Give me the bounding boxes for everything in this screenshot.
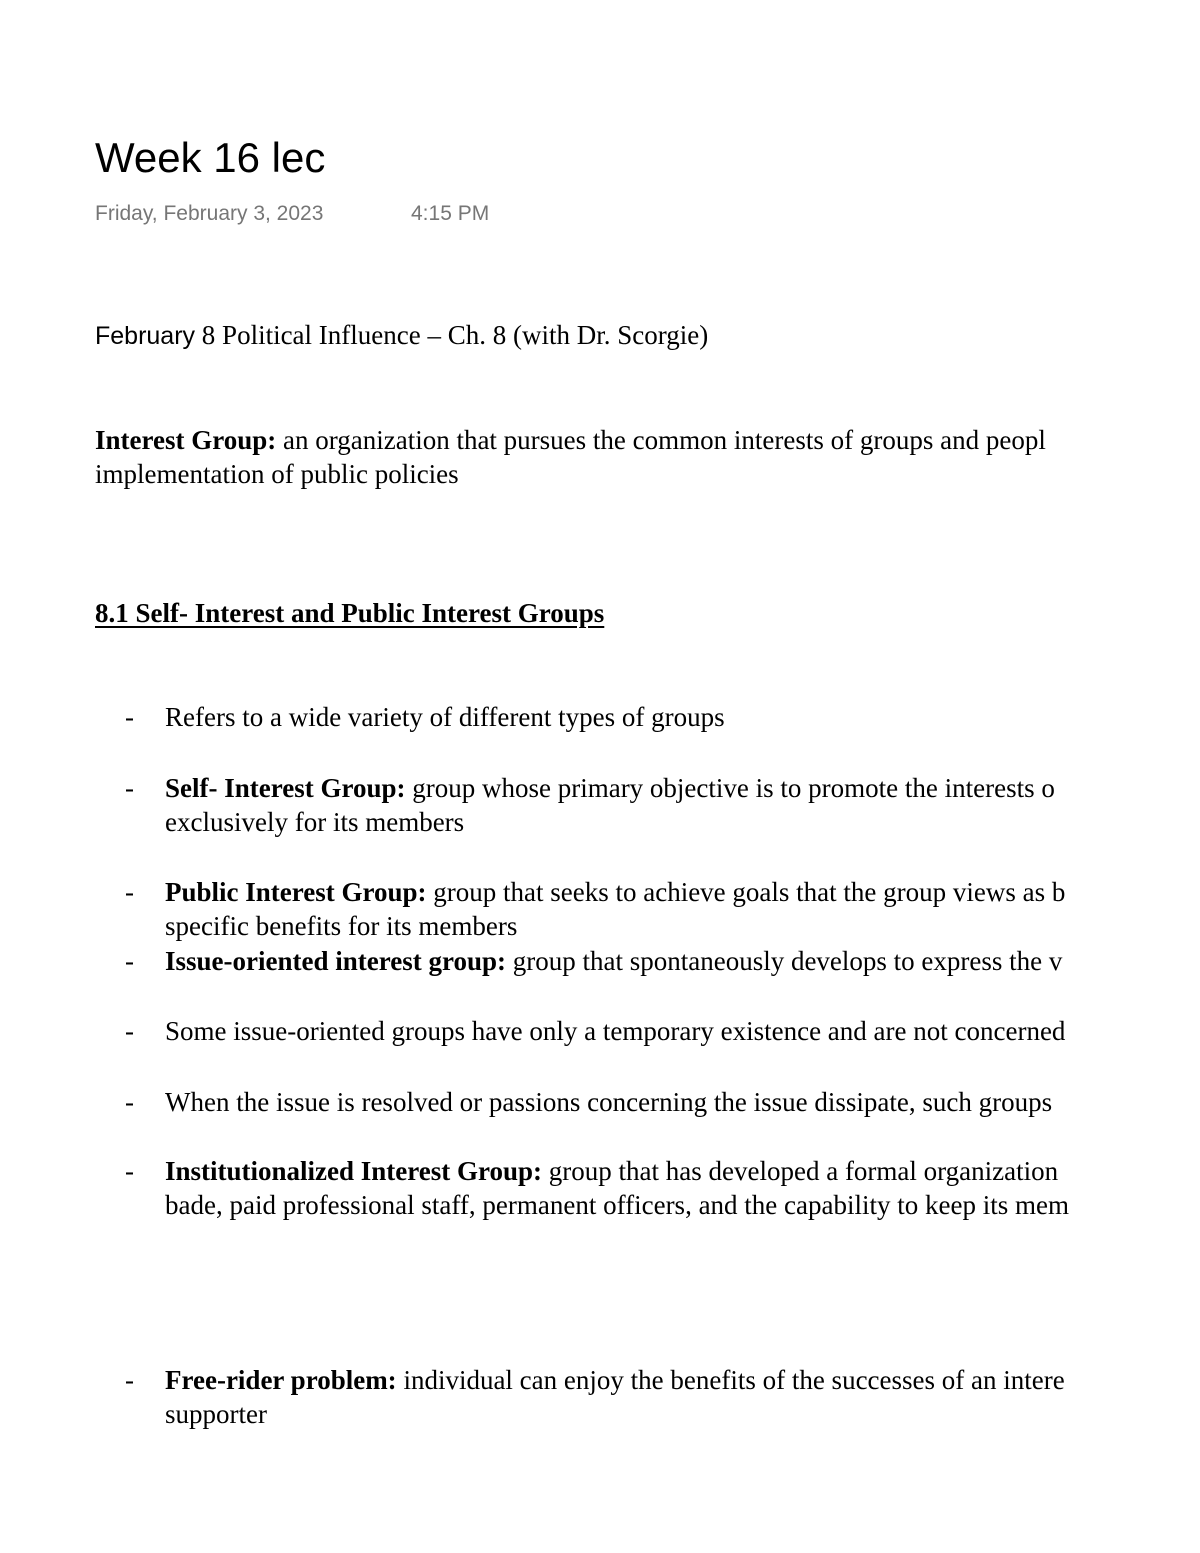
bullet-text: Some issue-oriented groups have only a temporary existence and are not concerned — [165, 1016, 1066, 1046]
bullet-term: Public Interest Group: — [165, 877, 427, 907]
bullet-continuation: bade, paid professional staff, permanent officers, and the capability to keep its mem — [165, 1190, 1069, 1220]
bullet-term: Institutionalized Interest Group: — [165, 1156, 543, 1186]
bullet-marker: - — [125, 702, 134, 732]
bullet-line — [165, 1154, 1058, 1188]
bullet-continuation: specific benefits for its members — [165, 911, 518, 941]
bullet-marker: - — [125, 946, 134, 976]
bullet-marker: - — [125, 1156, 134, 1186]
bullet-text: group that has developed a formal organization — [542, 1156, 1059, 1186]
bullet-line — [165, 771, 1055, 805]
bullet-line — [165, 700, 725, 734]
bullet-text: group that spontaneously develops to express the v — [505, 946, 1063, 976]
bullet-text: When the issue is resolved or passions concerning the issue dissipate, such groups — [165, 1087, 1053, 1117]
page-title: Week 16 lec — [95, 134, 326, 181]
bullet-line — [165, 1085, 1052, 1119]
bullet-continuation: exclusively for its members — [165, 807, 465, 837]
bullet-text: individual can enjoy the benefits of the successes of an intere — [396, 1365, 1065, 1395]
bullet-marker: - — [125, 1016, 134, 1046]
lecture-date-word: February — [95, 322, 196, 350]
bullet-line — [165, 1014, 1065, 1048]
bullet-line — [165, 1363, 1065, 1397]
definition-text: an organization that pursues the common interests of groups and peopl — [276, 425, 1046, 455]
bullet-marker: - — [125, 773, 134, 803]
bullet-line — [165, 944, 1062, 978]
bullet-line — [165, 875, 1065, 909]
bullet-marker: - — [125, 1365, 134, 1395]
bullet-text: Refers to a wide variety of different types of groups — [165, 702, 725, 732]
bullet-continuation: supporter — [165, 1399, 267, 1429]
bullet-marker: - — [125, 1087, 134, 1117]
section-heading: 8.1 Self- Interest and Public Interest Groups — [95, 598, 605, 628]
bullet-term: Self- Interest Group: — [165, 773, 406, 803]
bullet-marker: - — [125, 877, 134, 907]
lecture-topic: 8 Political Influence – Ch. 8 (with Dr. Scorgie) — [195, 320, 709, 350]
definition-line-1 — [95, 423, 1046, 457]
bullet-text: group that seeks to achieve goals that the group views as b — [426, 877, 1066, 907]
definition-term: Interest Group: — [95, 425, 277, 455]
bullet-text: group whose primary objective is to promote the interests o — [405, 773, 1055, 803]
page-time: 4:15 PM — [411, 202, 490, 225]
page-date: Friday, February 3, 2023 — [95, 202, 324, 225]
lecture-line — [95, 318, 708, 353]
bullet-term: Issue-oriented interest group: — [165, 946, 506, 976]
definition-line-2: implementation of public policies — [95, 459, 459, 489]
bullet-term: Free-rider problem: — [165, 1365, 397, 1395]
